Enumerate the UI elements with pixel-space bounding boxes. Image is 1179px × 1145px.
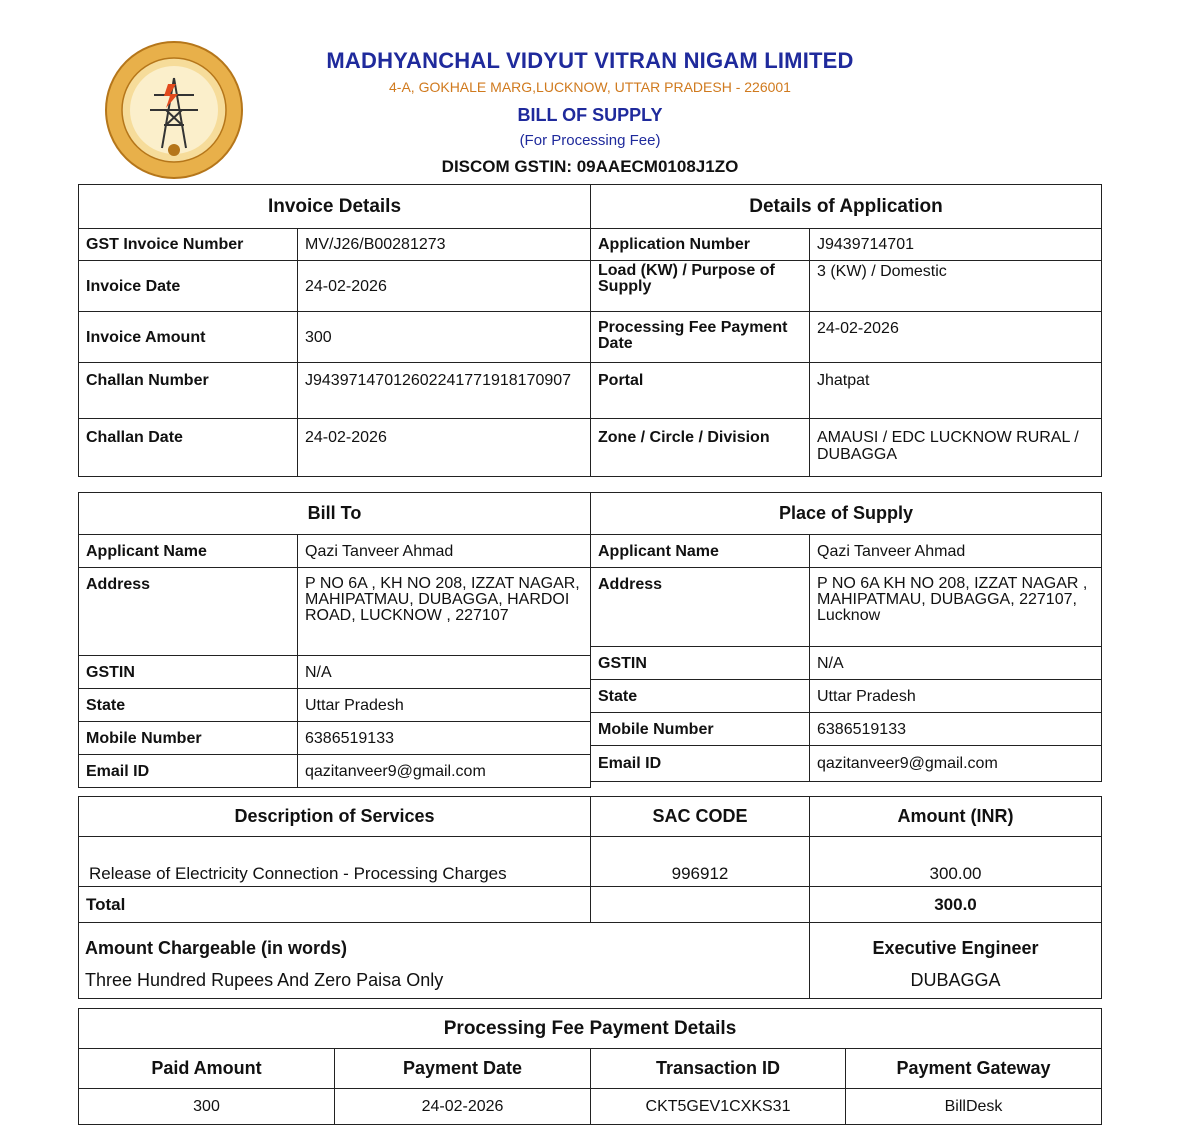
field-label: Invoice Amount bbox=[79, 312, 298, 363]
field-value: Qazi Tanveer Ahmad bbox=[298, 535, 591, 568]
field-value: 24-02-2026 bbox=[298, 261, 591, 312]
payment-header-payment-date: Payment Date bbox=[335, 1049, 591, 1089]
field-label: Portal bbox=[591, 363, 810, 419]
invoice-application-table bbox=[78, 184, 1102, 477]
payment-header-paid-amount: Paid Amount bbox=[79, 1049, 335, 1089]
amount-in-words-label: Amount Chargeable (in words) bbox=[85, 938, 348, 958]
field-value: P NO 6A KH NO 208, IZZAT NAGAR , MAHIPATMAU, DUBAGGA, 227107, Lucknow bbox=[810, 568, 1102, 647]
field-value: 300 bbox=[298, 312, 591, 363]
signatory-cell bbox=[810, 923, 1102, 999]
signatory-title: Executive Engineer bbox=[872, 938, 1039, 958]
field-label: GSTIN bbox=[79, 656, 298, 689]
field-label: Invoice Date bbox=[79, 261, 298, 312]
field-value: Uttar Pradesh bbox=[298, 689, 591, 722]
field-label: Load (KW) / Purpose of Supply bbox=[591, 261, 810, 312]
field-value: 24-02-2026 bbox=[810, 312, 1102, 363]
field-value: AMAUSI / EDC LUCKNOW RURAL / DUBAGGA bbox=[810, 419, 1102, 477]
field-label: Applicant Name bbox=[79, 535, 298, 568]
field-value: J9439714701 bbox=[810, 229, 1102, 261]
field-value: J94397147012602241771918170907 bbox=[298, 363, 591, 419]
place-of-supply-table bbox=[590, 492, 1102, 782]
field-label: Address bbox=[79, 568, 298, 656]
field-value: 3 (KW) / Domestic bbox=[810, 261, 1102, 312]
payment-header-gateway: Payment Gateway bbox=[846, 1049, 1102, 1089]
amount-in-words-value: Three Hundred Rupees And Zero Paisa Only bbox=[85, 970, 444, 990]
services-header-sac: SAC CODE bbox=[591, 797, 810, 837]
discom-gstin: DISCOM GSTIN: 09AAECM0108J1ZO bbox=[441, 157, 739, 176]
field-label: Address bbox=[591, 568, 810, 647]
field-value: Uttar Pradesh bbox=[810, 680, 1102, 713]
organization-name: MADHYANCHAL VIDYUT VITRAN NIGAM LIMITED bbox=[326, 48, 854, 73]
organization-address: 4-A, GOKHALE MARG,LUCKNOW, UTTAR PRADESH - 226001 bbox=[389, 79, 791, 95]
field-value: N/A bbox=[810, 647, 1102, 680]
field-label: Mobile Number bbox=[591, 713, 810, 746]
field-label: Challan Number bbox=[79, 363, 298, 419]
field-value: P NO 6A , KH NO 208, IZZAT NAGAR, MAHIPATMAU, DUBAGGA, HARDOI ROAD, LUCKNOW , 227107 bbox=[298, 568, 591, 656]
payment-gateway-value: BillDesk bbox=[846, 1089, 1102, 1125]
field-label: Processing Fee Payment Date bbox=[591, 312, 810, 363]
field-label: Mobile Number bbox=[79, 722, 298, 755]
service-sac-code: 996912 bbox=[591, 837, 810, 887]
services-header-amount: Amount (INR) bbox=[810, 797, 1102, 837]
total-label: Total bbox=[79, 887, 591, 923]
field-label: State bbox=[591, 680, 810, 713]
field-value: 24-02-2026 bbox=[298, 419, 591, 477]
bill-subtitle: (For Processing Fee) bbox=[519, 132, 661, 149]
field-label: State bbox=[79, 689, 298, 722]
payment-details-heading: Processing Fee Payment Details bbox=[79, 1009, 1102, 1049]
transaction-id-value: CKT5GEV1CXKS31 bbox=[591, 1089, 846, 1125]
field-value: qazitanveer9@gmail.com bbox=[810, 746, 1102, 782]
bill-to-heading: Bill To bbox=[79, 493, 591, 535]
field-value: 6386519133 bbox=[810, 713, 1102, 746]
application-details-heading: Details of Application bbox=[591, 185, 1102, 229]
field-label: Email ID bbox=[591, 746, 810, 782]
payment-header-transaction-id: Transaction ID bbox=[591, 1049, 846, 1089]
paid-amount-value: 300 bbox=[79, 1089, 335, 1125]
field-value: MV/J26/B00281273 bbox=[298, 229, 591, 261]
services-header-description: Description of Services bbox=[79, 797, 591, 837]
field-value: Qazi Tanveer Ahmad bbox=[810, 535, 1102, 568]
amount-in-words-cell bbox=[79, 923, 810, 999]
discom-logo-icon bbox=[104, 40, 244, 180]
bill-title: BILL OF SUPPLY bbox=[517, 105, 663, 125]
field-label: Zone / Circle / Division bbox=[591, 419, 810, 477]
field-value: N/A bbox=[298, 656, 591, 689]
field-label: GST Invoice Number bbox=[79, 229, 298, 261]
service-description: Release of Electricity Connection - Processing Charges bbox=[79, 837, 591, 887]
field-label: Applicant Name bbox=[591, 535, 810, 568]
invoice-details-heading: Invoice Details bbox=[79, 185, 591, 229]
service-amount: 300.00 bbox=[810, 837, 1102, 887]
services-table bbox=[78, 796, 1102, 999]
payment-details-table bbox=[78, 1008, 1102, 1125]
field-value: qazitanveer9@gmail.com bbox=[298, 755, 591, 788]
total-empty-cell bbox=[591, 887, 810, 923]
bill-to-table bbox=[78, 492, 591, 788]
place-of-supply-heading: Place of Supply bbox=[591, 493, 1102, 535]
field-label: Application Number bbox=[591, 229, 810, 261]
payment-date-value: 24-02-2026 bbox=[335, 1089, 591, 1125]
field-label: Challan Date bbox=[79, 419, 298, 477]
field-value: 6386519133 bbox=[298, 722, 591, 755]
field-label: Email ID bbox=[79, 755, 298, 788]
signatory-place: DUBAGGA bbox=[910, 970, 1001, 990]
field-value: Jhatpat bbox=[810, 363, 1102, 419]
total-value: 300.0 bbox=[810, 887, 1102, 923]
field-label: GSTIN bbox=[591, 647, 810, 680]
